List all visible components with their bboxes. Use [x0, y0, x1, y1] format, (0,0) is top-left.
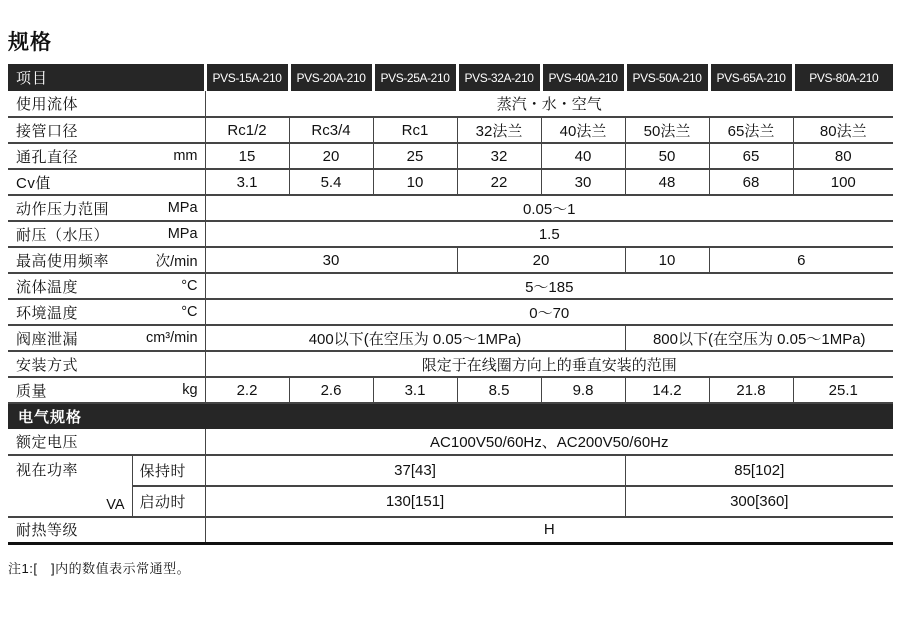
row-label-fluid [8, 91, 205, 117]
cell-port-7: 65法兰 [709, 117, 793, 143]
row-label-mounting [8, 351, 205, 377]
col-header-model-1: PVS-15A-210 [205, 64, 289, 91]
row-label-heat-class [8, 517, 205, 543]
row-label-max-frequency [8, 247, 205, 273]
row-proof-pressure [8, 221, 893, 247]
cell-cv-6: 48 [625, 169, 709, 195]
row-operating-pressure [8, 195, 893, 221]
row-label-pressure-range [8, 195, 205, 221]
row-label-text: 最高使用频率 [16, 252, 110, 270]
row-label-text: 接管口径 [16, 122, 79, 140]
cell-pressure-range: 0.05～1 [205, 195, 893, 221]
row-label-text: 视在功率 [16, 462, 79, 479]
row-label-fluid-temp [8, 273, 205, 299]
cell-bore-3: 25 [373, 143, 457, 169]
electrical-section-title: 电气规格 [8, 403, 893, 429]
cell-frequency-group-1: 30 [205, 247, 457, 273]
cell-frequency-group-3: 10 [625, 247, 709, 273]
row-fluid [8, 91, 893, 117]
row-label-text: 流体温度 [16, 278, 79, 296]
row-rated-voltage [8, 429, 893, 455]
cell-seat-leakage-large: 800以下(在空压为 0.05～1MPa) [625, 325, 893, 351]
row-label-text: Cv值 [16, 174, 51, 192]
col-header-model-5: PVS-40A-210 [541, 64, 625, 91]
row-label-ambient-temp [8, 299, 205, 325]
cell-weight-8: 25.1 [793, 377, 893, 403]
row-label-seat-leakage [8, 325, 205, 351]
row-label-text: 阀座泄漏 [16, 330, 79, 348]
cell-fluid-value: 蒸汽・水・空气 [205, 91, 893, 117]
row-label-proof-pressure [8, 221, 205, 247]
cell-holding-small: 37[43] [205, 455, 625, 486]
cell-cv-7: 68 [709, 169, 793, 195]
row-mounting [8, 351, 893, 377]
footnote: 注1:[ ]内的数值表示常通型。 [8, 560, 191, 576]
cell-cv-2: 5.4 [289, 169, 373, 195]
sub-label-holding: 保持时 [132, 455, 205, 486]
row-label-text: 质量 [16, 382, 48, 400]
row-label-text: 额定电压 [16, 434, 79, 451]
col-header-model-4: PVS-32A-210 [457, 64, 541, 91]
row-heat-class [8, 517, 893, 543]
col-header-model-6: PVS-50A-210 [625, 64, 709, 91]
cell-mounting: 限定于在线圈方向上的垂直安装的范围 [205, 351, 893, 377]
cell-rated-voltage: AC100V50/60Hz、AC200V50/60Hz [205, 429, 893, 455]
cell-port-5: 40法兰 [541, 117, 625, 143]
row-unit-text: mm [173, 148, 198, 164]
row-weight [8, 377, 893, 403]
spec-table [8, 64, 893, 545]
cell-cv-3: 10 [373, 169, 457, 195]
row-label-cv [8, 169, 205, 195]
cell-weight-5: 9.8 [541, 377, 625, 403]
row-cv-value [8, 169, 893, 195]
cell-port-6: 50法兰 [625, 117, 709, 143]
page-title: 规格 [8, 31, 52, 54]
cell-bore-4: 32 [457, 143, 541, 169]
col-header-model-2: PVS-20A-210 [289, 64, 373, 91]
row-label-rated-voltage [8, 429, 205, 455]
cell-weight-6: 14.2 [625, 377, 709, 403]
cell-frequency-group-4: 6 [709, 247, 893, 273]
row-apparent-power-inrush [8, 486, 893, 517]
cell-port-4: 32法兰 [457, 117, 541, 143]
row-label-text: 动作压力范围 [16, 200, 110, 218]
cell-port-1: Rc1/2 [205, 117, 289, 143]
row-unit-text: °C [181, 278, 198, 294]
row-label-port [8, 117, 205, 143]
row-unit-text: cm³/min [145, 330, 198, 346]
row-unit-text: MPa [167, 200, 198, 216]
row-bore-diameter [8, 143, 893, 169]
cell-seat-leakage-small: 400以下(在空压为 0.05～1MPa) [205, 325, 625, 351]
row-max-frequency [8, 247, 893, 273]
cell-ambient-temp: 0～70 [205, 299, 893, 325]
cell-bore-2: 20 [289, 143, 373, 169]
row-label-text: 环境温度 [16, 304, 79, 322]
cell-weight-2: 2.6 [289, 377, 373, 403]
row-unit-text: °C [181, 304, 198, 320]
electrical-section-header [8, 403, 893, 429]
cell-bore-7: 65 [709, 143, 793, 169]
cell-inrush-small: 130[151] [205, 486, 625, 517]
cell-heat-class: H [205, 517, 893, 543]
row-label-text: 安装方式 [16, 356, 79, 374]
cell-cv-5: 30 [541, 169, 625, 195]
row-ambient-temperature [8, 299, 893, 325]
cell-cv-8: 100 [793, 169, 893, 195]
row-label-apparent-power [8, 455, 132, 517]
cell-bore-5: 40 [541, 143, 625, 169]
row-unit-text: kg [182, 382, 198, 398]
cell-cv-1: 3.1 [205, 169, 289, 195]
row-seat-leakage [8, 325, 893, 351]
cell-weight-4: 8.5 [457, 377, 541, 403]
row-label-weight [8, 377, 205, 403]
cell-inrush-large: 300[360] [625, 486, 893, 517]
row-label-text: 耐热等级 [16, 522, 79, 540]
corner-header: 项目 [8, 64, 205, 91]
row-unit-text: VA [106, 497, 125, 513]
cell-holding-large: 85[102] [625, 455, 893, 486]
cell-weight-1: 2.2 [205, 377, 289, 403]
cell-fluid-temp: 5～185 [205, 273, 893, 299]
cell-port-3: Rc1 [373, 117, 457, 143]
cell-proof-pressure: 1.5 [205, 221, 893, 247]
cell-port-8: 80法兰 [793, 117, 893, 143]
cell-cv-4: 22 [457, 169, 541, 195]
row-label-bore [8, 143, 205, 169]
col-header-model-8: PVS-80A-210 [793, 64, 893, 91]
cell-port-2: Rc3/4 [289, 117, 373, 143]
row-fluid-temperature [8, 273, 893, 299]
row-label-text: 通孔直径 [16, 148, 79, 166]
row-label-text: 使用流体 [16, 96, 79, 113]
row-label-text: 耐压（水压） [16, 226, 110, 244]
cell-bore-8: 80 [793, 143, 893, 169]
col-header-model-3: PVS-25A-210 [373, 64, 457, 91]
cell-weight-3: 3.1 [373, 377, 457, 403]
row-apparent-power-holding [8, 455, 893, 486]
header-row [8, 64, 893, 91]
col-header-model-7: PVS-65A-210 [709, 64, 793, 91]
cell-frequency-group-2: 20 [457, 247, 625, 273]
cell-weight-7: 21.8 [709, 377, 793, 403]
row-unit-text: 次/min [155, 253, 198, 270]
row-port-size [8, 117, 893, 143]
cell-bore-1: 15 [205, 143, 289, 169]
row-unit-text: MPa [167, 226, 198, 242]
sub-label-inrush: 启动时 [132, 486, 205, 517]
cell-bore-6: 50 [625, 143, 709, 169]
